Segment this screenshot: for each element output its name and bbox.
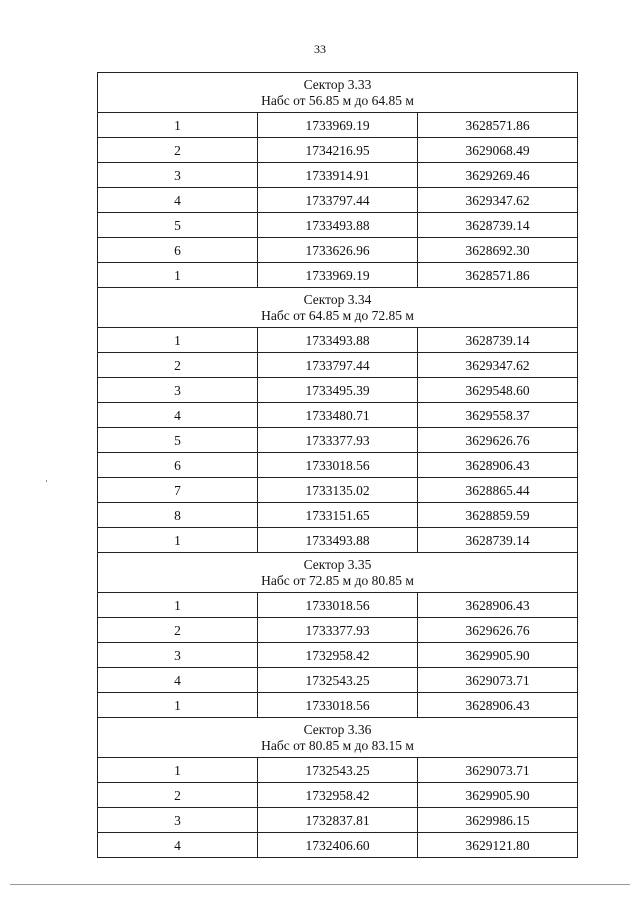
coordinates-table [97,72,578,858]
table-row [98,783,578,808]
sector-header-row [98,718,578,758]
point-number-cell: 2 [98,783,258,808]
sector-title: Сектор 3.35 [303,556,372,572]
table-row [98,693,578,718]
scan-bottom-edge [10,884,630,885]
y-coordinate-cell: 3628865.44 [418,478,578,503]
x-coordinate-cell: 1732543.25 [258,668,418,693]
sector-height-range: Набс от 64.85 м до 72.85 м [261,307,414,323]
y-coordinate-cell: 3628571.86 [418,263,578,288]
y-coordinate-cell: 3628906.43 [418,693,578,718]
sector-header-cell [98,718,578,758]
y-coordinate-cell: 3629347.62 [418,353,578,378]
sector-header-row [98,553,578,593]
table-row [98,378,578,403]
point-number-cell: 4 [98,833,258,858]
table-row [98,188,578,213]
point-number-cell: 3 [98,643,258,668]
y-coordinate-cell: 3629269.46 [418,163,578,188]
x-coordinate-cell: 1733018.56 [258,453,418,478]
y-coordinate-cell: 3628571.86 [418,113,578,138]
x-coordinate-cell: 1733969.19 [258,113,418,138]
y-coordinate-cell: 3629905.90 [418,643,578,668]
table-row [98,213,578,238]
y-coordinate-cell: 3629068.49 [418,138,578,163]
point-number-cell: 4 [98,403,258,428]
sector-header-row [98,288,578,328]
y-coordinate-cell: 3629558.37 [418,403,578,428]
point-number-cell: 3 [98,378,258,403]
x-coordinate-cell: 1733969.19 [258,263,418,288]
sector-title: Сектор 3.34 [303,291,372,307]
point-number-cell: 2 [98,353,258,378]
table-row [98,353,578,378]
coordinates-table-body [98,73,578,858]
scan-mark [46,480,47,482]
table-row [98,453,578,478]
point-number-cell: 1 [98,113,258,138]
point-number-cell: 3 [98,163,258,188]
point-number-cell: 4 [98,668,258,693]
x-coordinate-cell: 1733493.88 [258,328,418,353]
x-coordinate-cell: 1732958.42 [258,643,418,668]
sector-header-row [98,73,578,113]
y-coordinate-cell: 3628739.14 [418,328,578,353]
point-number-cell: 5 [98,428,258,453]
y-coordinate-cell: 3628906.43 [418,593,578,618]
table-row [98,478,578,503]
table-row [98,668,578,693]
y-coordinate-cell: 3629548.60 [418,378,578,403]
page-number: 33 [314,42,326,56]
point-number-cell: 4 [98,188,258,213]
table-row [98,503,578,528]
x-coordinate-cell: 1732406.60 [258,833,418,858]
y-coordinate-cell: 3629073.71 [418,668,578,693]
point-number-cell: 1 [98,263,258,288]
point-number-cell: 1 [98,328,258,353]
sector-title: Сектор 3.36 [303,721,372,737]
y-coordinate-cell: 3628906.43 [418,453,578,478]
x-coordinate-cell: 1733493.88 [258,528,418,553]
x-coordinate-cell: 1733135.02 [258,478,418,503]
y-coordinate-cell: 3629073.71 [418,758,578,783]
y-coordinate-cell: 3628739.14 [418,213,578,238]
point-number-cell: 1 [98,693,258,718]
y-coordinate-cell: 3628692.30 [418,238,578,263]
x-coordinate-cell: 1734216.95 [258,138,418,163]
table-row [98,808,578,833]
sector-header-cell [98,288,578,328]
point-number-cell: 3 [98,808,258,833]
point-number-cell: 1 [98,528,258,553]
x-coordinate-cell: 1733377.93 [258,428,418,453]
y-coordinate-cell: 3629905.90 [418,783,578,808]
y-coordinate-cell: 3629626.76 [418,428,578,453]
x-coordinate-cell: 1733797.44 [258,188,418,213]
table-row [98,528,578,553]
x-coordinate-cell: 1733495.39 [258,378,418,403]
table-row [98,833,578,858]
x-coordinate-cell: 1733018.56 [258,593,418,618]
point-number-cell: 6 [98,238,258,263]
sector-height-range: Набс от 56.85 м до 64.85 м [261,92,414,108]
x-coordinate-cell: 1733480.71 [258,403,418,428]
table-row [98,238,578,263]
table-row [98,328,578,353]
table-row [98,113,578,138]
y-coordinate-cell: 3629347.62 [418,188,578,213]
sector-title: Сектор 3.33 [303,76,372,92]
x-coordinate-cell: 1733493.88 [258,213,418,238]
point-number-cell: 2 [98,138,258,163]
table-row [98,138,578,163]
point-number-cell: 2 [98,618,258,643]
table-row [98,163,578,188]
y-coordinate-cell: 3628859.59 [418,503,578,528]
x-coordinate-cell: 1733797.44 [258,353,418,378]
point-number-cell: 1 [98,758,258,783]
y-coordinate-cell: 3628739.14 [418,528,578,553]
table-row [98,263,578,288]
table-row [98,618,578,643]
sector-header-cell [98,553,578,593]
point-number-cell: 6 [98,453,258,478]
x-coordinate-cell: 1732958.42 [258,783,418,808]
point-number-cell: 8 [98,503,258,528]
coordinates-table-wrapper [97,72,578,858]
x-coordinate-cell: 1733377.93 [258,618,418,643]
sector-header-cell [98,73,578,113]
sector-height-range: Набс от 80.85 м до 83.15 м [261,737,414,753]
table-row [98,428,578,453]
x-coordinate-cell: 1733018.56 [258,693,418,718]
x-coordinate-cell: 1732543.25 [258,758,418,783]
y-coordinate-cell: 3629121.80 [418,833,578,858]
y-coordinate-cell: 3629986.15 [418,808,578,833]
point-number-cell: 5 [98,213,258,238]
point-number-cell: 7 [98,478,258,503]
x-coordinate-cell: 1733914.91 [258,163,418,188]
table-row [98,643,578,668]
y-coordinate-cell: 3629626.76 [418,618,578,643]
point-number-cell: 1 [98,593,258,618]
table-row [98,403,578,428]
sector-height-range: Набс от 72.85 м до 80.85 м [261,572,414,588]
x-coordinate-cell: 1733151.65 [258,503,418,528]
x-coordinate-cell: 1733626.96 [258,238,418,263]
table-row [98,758,578,783]
x-coordinate-cell: 1732837.81 [258,808,418,833]
table-row [98,593,578,618]
